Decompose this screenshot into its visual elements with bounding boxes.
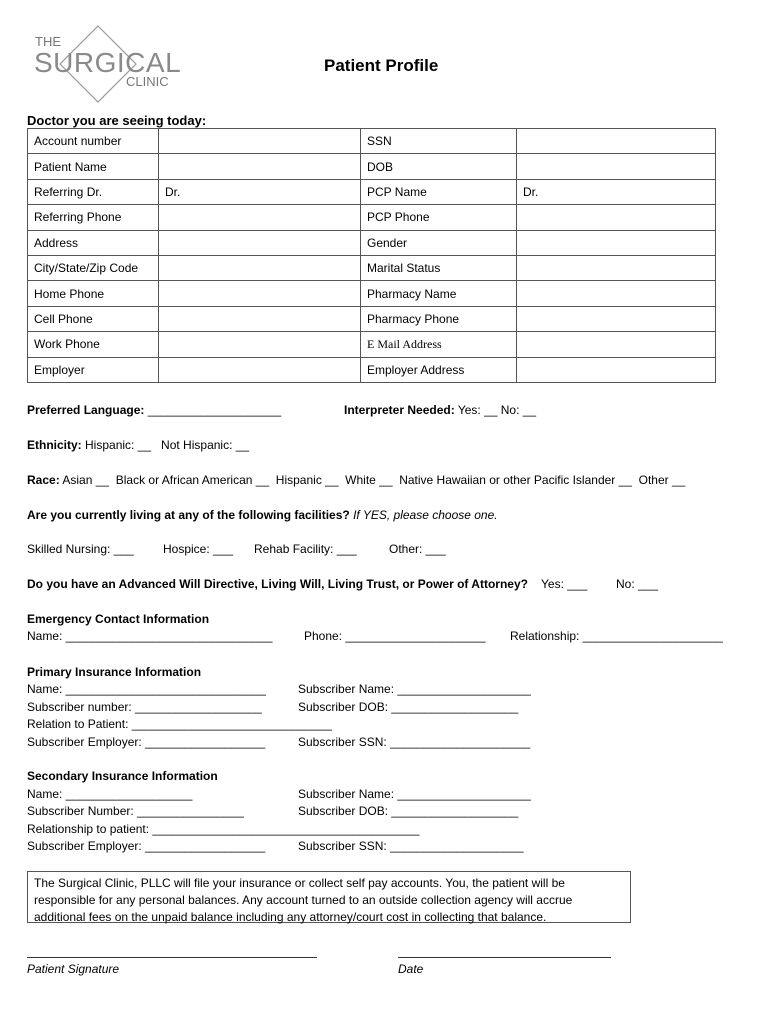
secondary-subscriber-number[interactable]: Subscriber Number: ________________ (27, 804, 244, 818)
date-line[interactable] (398, 957, 611, 958)
secondary-subscriber-dob[interactable]: Subscriber DOB: ___________________ (298, 804, 519, 818)
grid-row (28, 154, 716, 179)
grid-input-cell[interactable] (159, 230, 361, 255)
grid-input-cell[interactable] (517, 205, 716, 230)
logo-line-2: SURGICAL (34, 47, 182, 78)
facility-option-1[interactable]: Hospice: ___ (163, 542, 234, 556)
facility-option-3[interactable]: Other: ___ (389, 542, 446, 556)
grid-label-cell: E Mail Address (361, 332, 517, 357)
primary-subscriber-name[interactable]: Subscriber Name: ____________________ (298, 682, 531, 696)
facilities-question-text: Are you currently living at any of the following facilities? (27, 508, 350, 522)
preferred-language[interactable] (27, 403, 281, 417)
secondary-employer[interactable]: Subscriber Employer: __________________ (27, 839, 266, 853)
grid-row (28, 332, 716, 357)
ethnicity-label: Ethnicity: (27, 438, 82, 452)
emergency-relationship[interactable]: Relationship: _____________________ (510, 629, 723, 643)
grid-input-cell[interactable] (159, 255, 361, 280)
grid-row (28, 230, 716, 255)
grid-label-cell: Gender (361, 230, 517, 255)
grid-label-cell: PCP Phone (361, 205, 517, 230)
grid-row (28, 205, 716, 230)
grid-input-cell[interactable] (517, 154, 716, 179)
grid-label-cell: PCP Name (361, 179, 517, 204)
grid-label-cell: Referring Dr. (28, 179, 159, 204)
grid-input-cell[interactable] (517, 281, 716, 306)
facilities-question (27, 508, 498, 522)
grid-input-cell[interactable]: Dr. (517, 179, 716, 204)
grid-input-cell[interactable] (517, 230, 716, 255)
billing-notice: The Surgical Clinic, PLLC will file your insurance or collect self pay accounts. You, the patient will be responsible for any personal balances. Any account turned to an outside collection agency will accrue additional fees on the unpaid balance including any attorney/court cost in collecting that balance. (27, 871, 631, 923)
patient-info-grid (27, 128, 716, 383)
race-label: Race: (27, 473, 60, 487)
facility-option-2[interactable]: Rehab Facility: ___ (254, 542, 357, 556)
grid-input-cell[interactable]: Dr. (159, 179, 361, 204)
grid-label-cell: Pharmacy Name (361, 281, 517, 306)
grid-input-cell[interactable] (517, 357, 716, 382)
directive-question: Do you have an Advanced Will Directive, Living Will, Living Trust, or Power of Attorney? (27, 577, 528, 591)
grid-label-cell: City/State/Zip Code (28, 255, 159, 280)
grid-label-cell: Patient Name (28, 154, 159, 179)
logo-diamond-icon (28, 24, 198, 104)
grid-row (28, 306, 716, 331)
grid-input-cell[interactable] (159, 205, 361, 230)
preferred-language-blank[interactable]: ____________________ (147, 403, 282, 417)
grid-input-cell[interactable] (159, 357, 361, 382)
grid-label-cell: Employer (28, 357, 159, 382)
grid-label-cell: Marital Status (361, 255, 517, 280)
page-title: Patient Profile (324, 56, 439, 75)
ethnicity-options[interactable]: Hispanic: __ Not Hispanic: __ (85, 438, 250, 452)
race[interactable] (27, 473, 685, 487)
grid-input-cell[interactable] (517, 129, 716, 154)
clinic-logo (28, 24, 198, 104)
secondary-subscriber-ssn[interactable]: Subscriber SSN: ____________________ (298, 839, 524, 853)
grid-input-cell[interactable] (159, 129, 361, 154)
logo-line-1: THE (35, 34, 61, 49)
doctor-heading: Doctor you are seeing today: (27, 113, 207, 128)
logo-line-3: CLINIC (126, 74, 169, 89)
grid-label-cell: DOB (361, 154, 517, 179)
grid-label-cell: SSN (361, 129, 517, 154)
grid-label-cell: Employer Address (361, 357, 517, 382)
interpreter-needed[interactable] (344, 403, 536, 417)
grid-row (28, 179, 716, 204)
grid-row (28, 357, 716, 382)
grid-input-cell[interactable] (159, 154, 361, 179)
secondary-name[interactable]: Name: ___________________ (27, 787, 193, 801)
secondary-subscriber-name[interactable]: Subscriber Name: ____________________ (298, 787, 531, 801)
grid-input-cell[interactable] (159, 281, 361, 306)
grid-label-cell: Referring Phone (28, 205, 159, 230)
emergency-name[interactable]: Name: _______________________________ (27, 629, 273, 643)
grid-label-cell: Work Phone (28, 332, 159, 357)
preferred-language-label: Preferred Language: (27, 403, 145, 417)
race-options[interactable]: Asian __ Black or African American __ Hispanic __ White __ Native Hawaiian or other Pacific Islander __ Other __ (62, 473, 686, 487)
secondary-relationship[interactable]: Relationship to patient: ________________________________________ (27, 822, 420, 836)
ethnicity[interactable] (27, 438, 249, 452)
directive-no[interactable]: No: ___ (616, 577, 659, 591)
emergency-title: Emergency Contact Information (27, 612, 210, 626)
grid-label-cell: Account number (28, 129, 159, 154)
primary-relation[interactable]: Relation to Patient: ______________________________ (27, 717, 332, 731)
date-label: Date (398, 962, 424, 976)
interpreter-label: Interpreter Needed: (344, 403, 455, 417)
primary-subscriber-number[interactable]: Subscriber number: ___________________ (27, 700, 262, 714)
primary-name[interactable]: Name: ______________________________ (27, 682, 266, 696)
emergency-phone[interactable]: Phone: _____________________ (304, 629, 486, 643)
grid-label-cell: Home Phone (28, 281, 159, 306)
facilities-hint: If YES, please choose one. (353, 508, 498, 522)
grid-row (28, 129, 716, 154)
interpreter-options[interactable]: Yes: __ No: __ (457, 403, 537, 417)
secondary-insurance-title: Secondary Insurance Information (27, 769, 218, 783)
grid-input-cell[interactable] (517, 255, 716, 280)
primary-employer[interactable]: Subscriber Employer: __________________ (27, 735, 266, 749)
grid-row (28, 281, 716, 306)
grid-label-cell: Address (28, 230, 159, 255)
patient-signature-label: Patient Signature (27, 962, 120, 976)
grid-row (28, 255, 716, 280)
directive-yes[interactable]: Yes: ___ (541, 577, 588, 591)
grid-label-cell: Cell Phone (28, 306, 159, 331)
primary-subscriber-ssn[interactable]: Subscriber SSN: _____________________ (298, 735, 531, 749)
grid-label-cell: Pharmacy Phone (361, 306, 517, 331)
grid-input-cell[interactable] (517, 332, 716, 357)
facility-option-0[interactable]: Skilled Nursing: ___ (27, 542, 134, 556)
grid-input-cell[interactable] (517, 306, 716, 331)
grid-input-cell[interactable] (159, 332, 361, 357)
patient-signature-line[interactable] (27, 957, 317, 958)
primary-insurance-title: Primary Insurance Information (27, 665, 202, 679)
primary-subscriber-dob[interactable]: Subscriber DOB: ___________________ (298, 700, 519, 714)
grid-input-cell[interactable] (159, 306, 361, 331)
